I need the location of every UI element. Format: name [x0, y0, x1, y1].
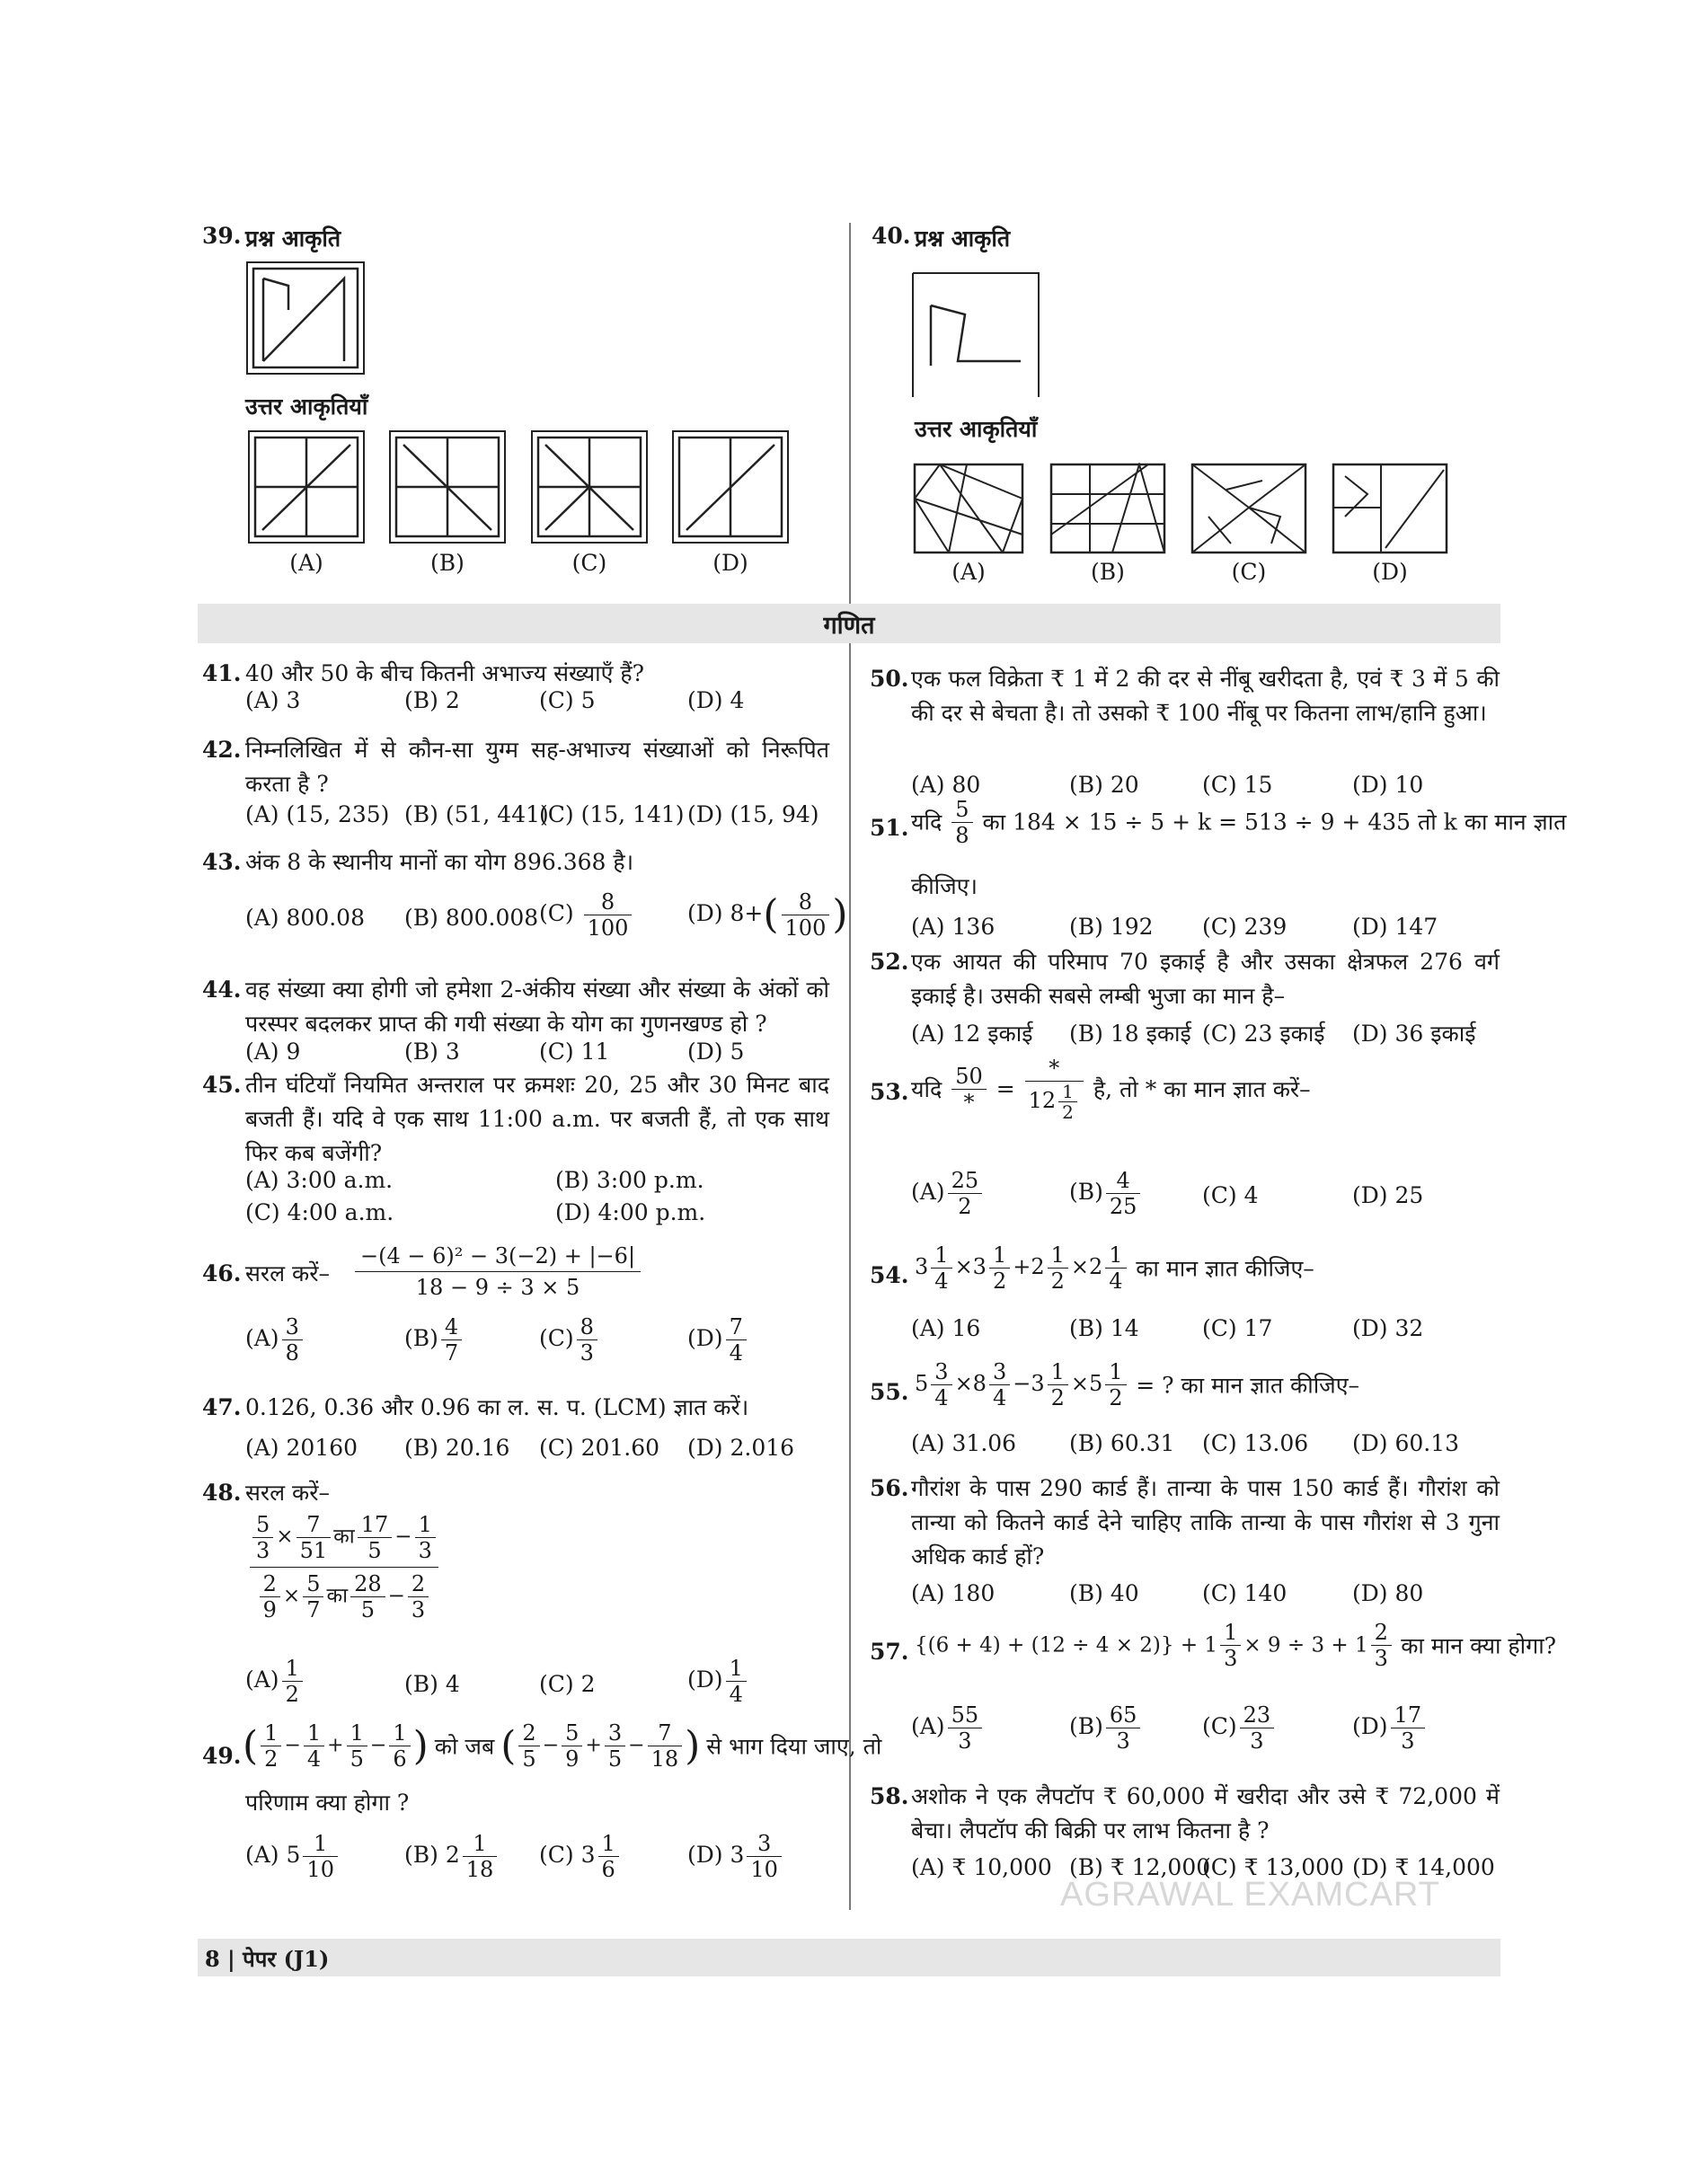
q40-answer-figure-a	[913, 463, 1024, 554]
q50-option-b: (B) 20	[1069, 772, 1139, 798]
q47-option-a: (A) 20160	[245, 1435, 358, 1461]
section-title: गणित	[823, 612, 875, 640]
q44-number: 44.	[202, 977, 242, 1003]
q55-expression: 5 $\frac{3}{4}$ ×8 $\frac{3}{4}$ −3 $\frac{1}{2}$ ×5 $\frac{1}{2}$ = ? का मान ज्ञात कीजिए–	[915, 1359, 1360, 1410]
q47-number: 47.	[202, 1394, 242, 1420]
q45-option-a: (A) 3:00 a.m.	[245, 1167, 394, 1193]
q42-text: निम्नलिखित में से कौन-सा युग्म सह-अभाज्य संख्याओं को निरूपित करता है ?	[245, 737, 829, 797]
q46-number: 46.	[202, 1260, 242, 1286]
q43-option-c-fraction: $\frac{8}{100}$	[584, 889, 633, 941]
q51-option-c: (C) 239	[1202, 914, 1288, 940]
q46-option-d: (D) $\frac{7}{4}$	[687, 1314, 749, 1366]
section-header-bar	[198, 604, 1500, 643]
q43-number: 43.	[202, 849, 242, 875]
q52-number: 52.	[870, 949, 909, 975]
q56-option-c: (C) 140	[1202, 1580, 1288, 1606]
q40-option-b-label: (B)	[1091, 559, 1125, 585]
q42-option-b: (B) (51, 441)	[404, 801, 549, 827]
q54-option-d: (D) 32	[1352, 1315, 1424, 1341]
q47-option-b: (B) 20.16	[404, 1435, 510, 1461]
q41-option-c: (C) 5	[539, 687, 596, 713]
q48-numerator: $\frac{5}{3}$ × $\frac{7}{51}$ का $\frac{17}{5}$ − $\frac{1}{3}$	[250, 1512, 438, 1568]
q53-option-b: (B) $\frac{4}{25}$	[1069, 1168, 1143, 1219]
q57-option-c: (C) $\frac{23}{3}$	[1202, 1702, 1277, 1754]
q48-number: 48.	[202, 1480, 242, 1506]
q53-option-a: (A) $\frac{25}{2}$	[911, 1168, 985, 1219]
q39-option-b-label: (B)	[430, 550, 465, 576]
q49-option-d: (D) 3 $\frac{3}{10}$	[687, 1831, 784, 1882]
q54-option-b: (B) 14	[1069, 1315, 1139, 1341]
q48-prefix: सरल करें–	[245, 1480, 330, 1506]
q46-denominator: 18 − 9 ÷ 3 × 5	[415, 1275, 580, 1300]
q39-answer-figure-d	[671, 429, 790, 544]
q45-option-d: (D) 4:00 p.m.	[555, 1199, 706, 1225]
column-divider-top	[849, 223, 851, 604]
q48-option-d: (D) $\frac{1}{4}$	[687, 1656, 749, 1707]
q54-number: 54.	[870, 1262, 909, 1288]
q53-option-d: (D) 25	[1352, 1182, 1424, 1208]
q41-option-b: (B) 2	[404, 687, 460, 713]
q49-option-a: (A) 5 $\frac{1}{10}$	[245, 1831, 341, 1882]
q43-option-a: (A) 800.08	[245, 905, 365, 931]
q41-text: 40 और 50 के बीच कितनी अभाज्य संख्याएँ हैं?	[245, 660, 645, 686]
q39-option-d-label: (D)	[712, 550, 748, 576]
q50-text: एक फल विक्रेता ₹ 1 में 2 की दर से नींबू खरीदता है, एवं ₹ 3 में 5 की की दर से बेचता है। तो उसको ₹ 100 नींबू पर कितना लाभ/हानि हुआ।	[911, 666, 1500, 726]
q56-option-d: (D) 80	[1352, 1580, 1424, 1606]
q58-text: अशोक ने एक लैपटॉप ₹ 60,000 में खरीदा और उसे ₹ 72,000 में बेचा। लैपटॉप की बिक्री पर लाभ कितना है ?	[911, 1783, 1500, 1843]
q58-option-b: (B) ₹ 12,000	[1069, 1854, 1211, 1880]
q40-answer-figure-d	[1332, 463, 1448, 554]
q46-numerator: −(4 − 6)² − 3(−2) + |−6|	[355, 1241, 641, 1272]
q39-question-figure	[245, 261, 366, 376]
q40-number: 40.	[872, 223, 911, 249]
q48-option-b: (B) 4	[404, 1671, 460, 1697]
q54-option-a: (A) 16	[911, 1315, 981, 1341]
q49-option-c: (C) 3 $\frac{1}{6}$	[539, 1831, 622, 1882]
q46-option-b: (B) $\frac{4}{7}$	[404, 1314, 465, 1366]
q51-option-a: (A) 136	[911, 914, 996, 940]
q57-expression: {(6 + 4) + (12 ÷ 4 × 2)} + 1 $\frac{1}{3}$ × 9 ÷ 3 + 1 $\frac{2}{3}$ का मान क्या होगा?	[915, 1620, 1557, 1671]
q40-question-label: प्रश्न आकृति	[915, 225, 1011, 252]
q52-option-a: (A) 12 इकाई	[911, 1021, 1033, 1047]
q43-option-d: (D) 8+( $\frac{8}{100}$ )	[687, 889, 848, 941]
q48-denominator: $\frac{2}{9}$ × $\frac{5}{7}$ का $\frac{28}{5}$ − $\frac{2}{3}$	[250, 1568, 438, 1622]
q42-option-a: (A) (15, 235)	[245, 801, 390, 827]
q45-option-b: (B) 3:00 p.m.	[555, 1167, 704, 1193]
q55-option-d: (D) 60.13	[1352, 1430, 1460, 1456]
q39-answer-label: उत्तर आकृतियाँ	[245, 393, 368, 420]
q48-option-a: (A) $\frac{1}{2}$	[245, 1656, 305, 1707]
q54-option-c: (C) 17	[1202, 1315, 1273, 1341]
publisher-watermark: AGRAWAL EXAMCART	[1060, 1876, 1440, 1914]
q51-expression: यदि $\frac{5}{8}$ का 184 × 15 ÷ 5 + k = 513 ÷ 9 + 435 तो k का मान ज्ञात	[911, 797, 1567, 848]
q58-number: 58.	[870, 1783, 909, 1809]
q39-answer-figure-a	[247, 429, 366, 544]
q47-option-c: (C) 201.60	[539, 1435, 660, 1461]
q56-option-b: (B) 40	[1069, 1580, 1139, 1606]
q44-option-c: (C) 11	[539, 1039, 610, 1065]
q40-option-d-label: (D)	[1372, 559, 1408, 585]
q39-question-label: प्रश्न आकृति	[245, 225, 341, 252]
q52-option-d: (D) 36 इकाई	[1352, 1021, 1476, 1047]
q57-option-b: (B) $\frac{65}{3}$	[1069, 1702, 1143, 1754]
q45-number: 45.	[202, 1072, 242, 1098]
q40-question-figure	[911, 271, 1040, 399]
q48-expression	[250, 1512, 438, 1622]
q43-option-c-label: (C)	[539, 900, 574, 926]
q51-text-line2: कीजिए।	[911, 873, 978, 899]
q49-expression: ( $\frac{1}{2}$ − $\frac{1}{4}$ + $\frac{1}{5}$ − $\frac{1}{6}$ ) को जब ( $\frac{2}{5}$ − $\frac{5}{9}$ + $\frac{3}{5}$ − $\frac{7}{18}$ ) से भाग दिया जाए, तो	[243, 1720, 882, 1772]
q43-option-b: (B) 800.008	[404, 905, 539, 931]
q43-option-c	[539, 889, 634, 941]
q43-option-d-fraction: $\frac{8}{100}$	[782, 889, 830, 941]
q48-option-c: (C) 2	[539, 1671, 596, 1697]
q42-number: 42.	[202, 737, 242, 763]
q47-option-d: (D) 2.016	[687, 1435, 795, 1461]
q57-option-a: (A) $\frac{55}{3}$	[911, 1702, 985, 1754]
q55-number: 55.	[870, 1379, 909, 1405]
q50-number: 50.	[870, 666, 909, 692]
q39-option-c-label: (C)	[571, 550, 607, 576]
q44-option-d: (D) 5	[687, 1039, 745, 1065]
q39-option-a-label: (A)	[289, 550, 323, 576]
q51-option-b: (B) 192	[1069, 914, 1154, 940]
q41-number: 41.	[202, 660, 242, 686]
q43-option-d-label: (D) 8+	[687, 900, 764, 926]
q53-expression: यदि $\frac{50}{*}$ = * 12 $\frac{1}{2}$ है, तो * का मान ज्ञात करें–	[911, 1056, 1311, 1123]
q54-expression: 3 $\frac{1}{4}$ ×3 $\frac{1}{2}$ +2 $\frac{1}{2}$ ×2 $\frac{1}{4}$ का मान ज्ञात कीजिए–	[915, 1242, 1314, 1294]
q41-option-a: (A) 3	[245, 687, 301, 713]
q46-option-c: (C) $\frac{8}{3}$	[539, 1314, 600, 1366]
q42-option-c: (C) (15, 141)	[539, 801, 685, 827]
q44-text: वह संख्या क्या होगी जो हमेशा 2-अंकीय संख्या और संख्या के अंकों को परस्पर बदलकर प्राप्त की गयी संख्या के योग का गुणनखण्ड हो ?	[245, 977, 829, 1037]
q46-expression	[355, 1241, 641, 1303]
q45-text: तीन घंटियाँ नियमित अन्तराल पर क्रमशः 20, 25 और 30 मिनट बाद बजती हैं। यदि वे एक साथ 11:00 a.m. पर बजती हैं, तो एक साथ फिर कब बजेंगी?	[245, 1072, 829, 1166]
q57-number: 57.	[870, 1639, 909, 1665]
q58-option-d: (D) ₹ 14,000	[1352, 1854, 1495, 1880]
q49-number: 49.	[202, 1743, 242, 1769]
q53-number: 53.	[870, 1079, 909, 1105]
q56-option-a: (A) 180	[911, 1580, 996, 1606]
q49-text-line2: परिणाम क्या होगा ?	[245, 1790, 410, 1816]
q46-prefix: सरल करें–	[245, 1260, 330, 1286]
footer-bar	[198, 1939, 1500, 1976]
q52-option-c: (C) 23 इकाई	[1202, 1021, 1325, 1047]
q39-answer-figure-b	[388, 429, 507, 544]
q44-option-a: (A) 9	[245, 1039, 301, 1065]
q47-text: 0.126, 0.36 और 0.96 का ल. स. प. (LCM) ज्ञात करें।	[245, 1394, 749, 1420]
q53-option-c: (C) 4	[1202, 1182, 1259, 1208]
q43-text: अंक 8 के स्थानीय मानों का योग 896.368 है।	[245, 849, 634, 875]
q40-option-a-label: (A)	[951, 559, 986, 585]
q50-option-c: (C) 15	[1202, 772, 1273, 798]
q51-option-d: (D) 147	[1352, 914, 1438, 940]
q58-option-a: (A) ₹ 10,000	[911, 1854, 1052, 1880]
q55-option-a: (A) 31.06	[911, 1430, 1017, 1456]
q56-text: गौरांश के पास 290 कार्ड हैं। तान्या के पास 150 कार्ड हैं। गौरांश को तान्या को कितने कार्ड देने चाहिए ताकि तान्या के पास गौरांश से 3 गुना अधिक कार्ड हों?	[911, 1475, 1500, 1569]
q50-option-a: (A) 80	[911, 772, 981, 798]
q55-option-b: (B) 60.31	[1069, 1430, 1175, 1456]
q52-text: एक आयत की परिमाप 70 इकाई है और उसका क्षेत्रफल 276 वर्ग इकाई है। उसकी सबसे लम्बी भुजा का मान है–	[911, 949, 1500, 1009]
q40-option-c-label: (C)	[1231, 559, 1267, 585]
q39-answer-figure-c	[530, 429, 649, 544]
q40-answer-label: उत्तर आकृतियाँ	[915, 416, 1038, 442]
q41-option-d: (D) 4	[687, 687, 745, 713]
q40-answer-figure-c	[1190, 463, 1307, 554]
q55-option-c: (C) 13.06	[1202, 1430, 1309, 1456]
q58-option-c: (C) ₹ 13,000	[1202, 1854, 1344, 1880]
q56-number: 56.	[870, 1475, 909, 1501]
q51-number: 51.	[870, 815, 909, 841]
q46-option-a: (A) $\frac{3}{8}$	[245, 1314, 305, 1366]
q44-option-b: (B) 3	[404, 1039, 460, 1065]
q45-option-c: (C) 4:00 a.m.	[245, 1199, 394, 1225]
q42-option-d: (D) (15, 94)	[687, 801, 819, 827]
q52-option-b: (B) 18 इकाई	[1069, 1021, 1191, 1047]
q50-option-d: (D) 10	[1352, 772, 1424, 798]
page-footer-label: 8 | पेपर (J1)	[205, 1946, 330, 1972]
q40-answer-figure-b	[1049, 463, 1166, 554]
q49-option-b: (B) 2 $\frac{1}{18}$	[404, 1831, 500, 1882]
q57-option-d: (D) $\frac{17}{3}$	[1352, 1702, 1428, 1754]
q39-number: 39.	[202, 223, 242, 249]
